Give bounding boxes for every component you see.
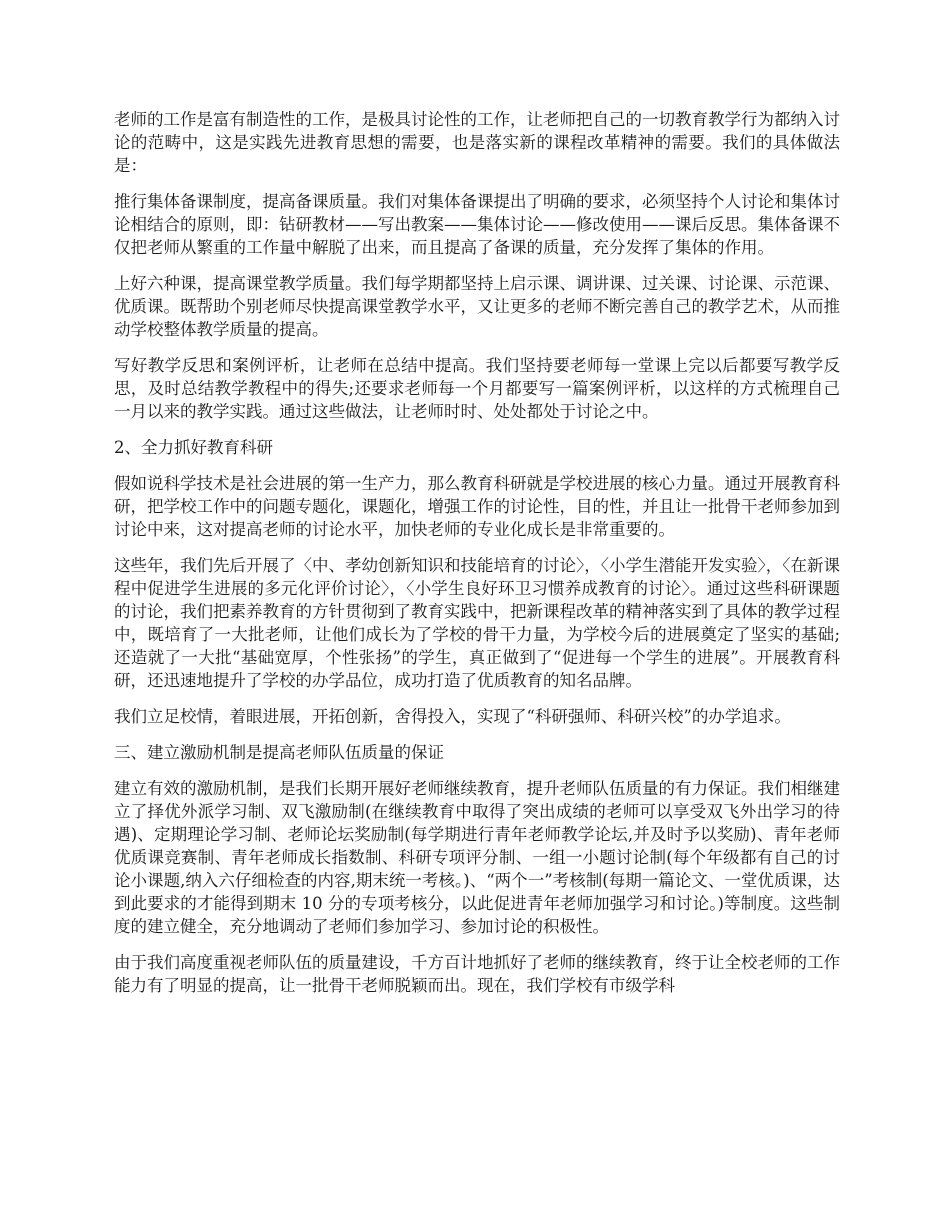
section-heading-incentive-mechanism: 三、建立激励机制是提高老师队伍质量的保证	[114, 743, 444, 762]
paragraph-incentive-systems: 建立有效的激励机制，是我们长期开展好老师继续教育，提升老师队伍质量的有力保证。我们相继建立了择优外派学习制、双飞激励制(在继续教育中取得了突出成绩的老师可以享受双飞外出学习的待遇)、定期理论学习制、老师论坛奖励制(每学期进行青年老师教学论坛,并及时予以奖励)、青年老师优质课竞赛制、青年老师成长指数制、科研专项评分制、一组一小题讨论制(每个年级都有自己的讨论小课题,纳入六仔细检查的内容,期末统一考核。)、“两个一”考核制(每期一篇论文、一堂优质课，达到此要求的才能得到期末 10 分的专项考核分，以此促进青年老师加强学习和讨论。)等制度。这些制度的建立健全，充分地调动了老师们参加学习、参加讨论的积极性。	[114, 779, 840, 936]
paragraph-intro: 老师的工作是富有制造性的工作，是极具讨论性的工作，让老师把自己的一切教育教学行为都纳入讨论的范畴中，这是实践先进教育思想的需要，也是落实新的课程改革精神的需要。我们的具体做法是：	[114, 110, 840, 175]
section-heading-education-research: 2、全力抓好教育科研	[114, 438, 273, 457]
paragraph-six-lesson-types: 上好六种课，提高课堂教学质量。我们每学期都坚持上启示课、调讲课、过关课、讨论课、示范课、优质课。既帮助个别老师尽快提高课堂教学水平，又让更多的老师不断完善自己的教学艺术，从而推动学校整体教学质量的提高。	[114, 274, 840, 339]
paragraph-collective-lesson-prep: 推行集体备课制度，提高备课质量。我们对集体备课提出了明确的要求，必须坚持个人讨论和集体讨论相结合的原则，即：钻研教材——写出教案——集体讨论——修改使用——课后反思。集体备课不仅把老师从繁重的工作量中解脱了出来，而且提高了备课的质量，充分发挥了集体的作用。	[114, 192, 840, 257]
document-body	[114, 108, 840, 1010]
paragraph-research-goal: 我们立足校情，着眼进展，开拓创新，舍得投入，实现了“科研强师、科研兴校”的办学追求。	[114, 707, 791, 726]
paragraph-results: 由于我们高度重视老师队伍的质量建设，千方百计地抓好了老师的继续教育，终于让全校老师的工作能力有了明显的提高，让一批骨干老师脱颖而出。现在，我们学校有市级学科	[114, 953, 840, 995]
paragraph-teaching-reflection: 写好教学反思和案例评析，让老师在总结中提高。我们坚持要老师每一堂课上完以后都要写教学反思，及时总结教学教程中的得失;还要求老师每一个月都要写一篇案例评析，以这样的方式梳理自己一月以来的教学实践。通过这些做法，让老师时时、处处都处于讨论之中。	[114, 356, 840, 421]
paragraph-research-importance: 假如说科学技术是社会进展的第一生产力，那么教育科研就是学校进展的核心力量。通过开展教育科研，把学校工作中的问题专题化，课题化，增强工作的讨论性，目的性，并且让一批骨干老师参加到讨论中来，这对提高老师的讨论水平，加快老师的专业化成长是非常重要的。	[114, 474, 840, 539]
paragraph-research-projects: 这些年，我们先后开展了〈中、孝幼创新知识和技能培育的讨论〉，〈小学生潜能开发实验〉，〈在新课程中促进学生进展的多元化评价讨论〉，〈小学生良好环卫习惯养成教育的讨论〉。通过这些科研课题的讨论，我们把素养教育的方针贯彻到了教育实践中，把新课程改革的精神落实到了具体的教学过程中，既培育了一大批老师，让他们成长为了学校的骨干力量，为学校今后的进展奠定了坚实的基础;还造就了一大批“基础宽厚，个性张扬”的学生，真正做到了“促进每一个学生的进展”。开展教育科研，还迅速地提升了学校的办学品位，成功打造了优质教育的知名品牌。	[114, 556, 840, 690]
